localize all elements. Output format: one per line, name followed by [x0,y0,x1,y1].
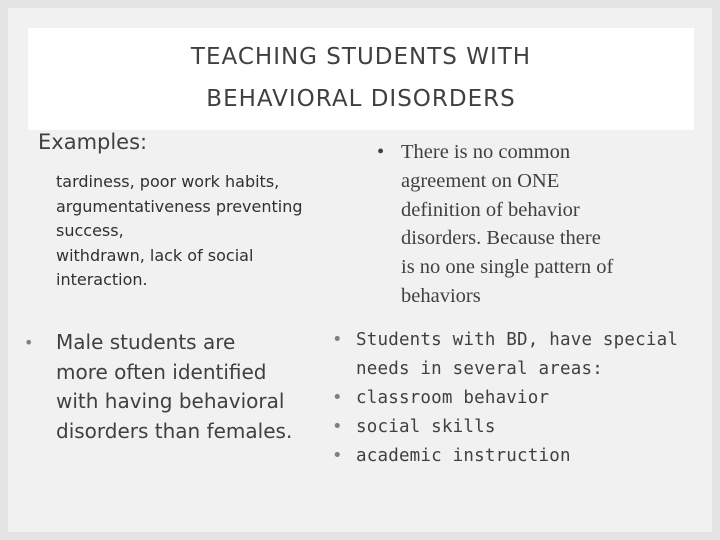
male-students-line: Male students are [56,330,236,354]
definition-line: is no one single pattern of [401,256,614,279]
examples-line: tardiness, poor work habits, [56,172,280,191]
examples-line: argumentativeness preventing [56,196,303,216]
definition-line: There is no common [401,141,571,163]
examples-line: withdrawn, lack of social [56,245,254,265]
bullet-icon: • [24,333,34,352]
bullet-icon: • [332,388,343,408]
definition-bullet-item [377,138,677,311]
definition-bullet-list [377,138,677,311]
examples-text [56,170,346,293]
definition-line: behaviors [401,284,481,307]
examples-heading: Examples: [38,130,148,154]
examples-line: interaction. [56,270,148,289]
special-needs-item [332,413,702,442]
definition-line: agreement on ONE [401,169,560,192]
male-students-line: disorders than females. [56,418,293,443]
special-needs-line: academic instruction [356,446,571,466]
special-needs-item [332,384,702,413]
special-needs-line: Students with BD, have special [356,330,679,350]
bullet-icon: • [332,417,343,437]
slide-title-line-1: TEACHING STUDENTS WITH [190,44,532,70]
male-students-line: with having behavioral [56,389,285,413]
slide-title-line-2: BEHAVIORAL DISORDERS [206,86,516,112]
bullet-icon: • [332,330,343,350]
bullet-icon: • [332,446,343,466]
definition-line: definition of behavior [401,198,580,221]
bullet-icon: • [377,141,385,163]
examples-line: success, [56,221,124,240]
special-needs-line: classroom behavior [356,388,550,408]
special-needs-line: needs in several areas: [356,359,603,379]
special-needs-item [332,442,702,471]
definition-line: disorders. Because there [401,227,601,250]
male-students-bullet [24,328,344,446]
male-students-line: more often identified [56,359,267,384]
title-box [28,28,694,130]
special-needs-line: social skills [356,417,496,437]
special-needs-item [332,326,702,384]
special-needs-list [332,326,702,471]
